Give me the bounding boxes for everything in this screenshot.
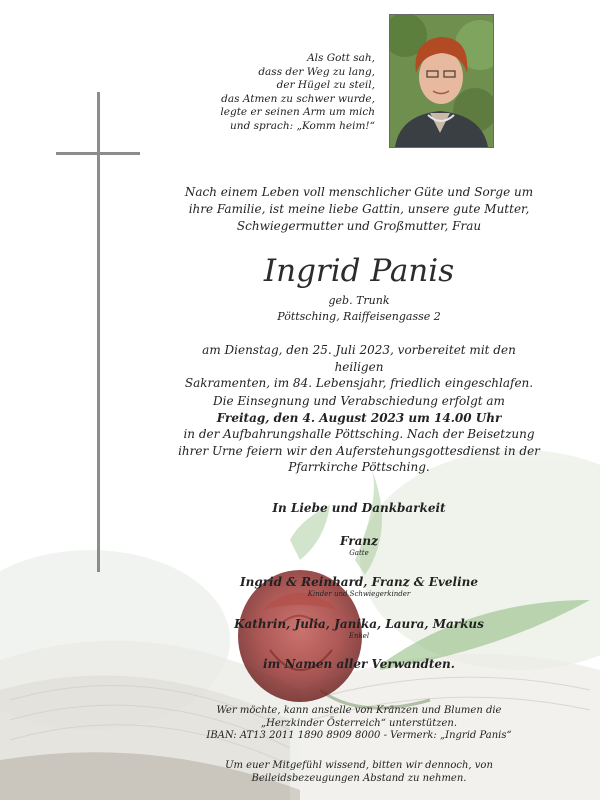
service-line: Pfarrkirche Pöttsching. bbox=[288, 460, 430, 474]
donation-line: „Herzkinder Österreich“ unterstützen. bbox=[260, 717, 458, 729]
portrait-photo bbox=[389, 14, 494, 148]
deceased-details bbox=[176, 293, 542, 324]
condolence-line: Um euer Mitgefühl wissend, bitten wir dennoch, von bbox=[225, 760, 493, 771]
poem-line: und sprach: „Komm heim!“ bbox=[230, 119, 375, 132]
service-line: Die Einsegnung und Verabschiedung erfolgt am bbox=[213, 394, 505, 408]
closing-phrase: In Liebe und Dankbarkeit bbox=[272, 501, 446, 515]
mourner-group bbox=[176, 574, 542, 608]
birth-name: geb. Trunk bbox=[328, 294, 390, 307]
cross-vertical-bar bbox=[97, 92, 100, 572]
death-notice-line: Sakramenten, im 84. Lebensjahr, friedlich eingeschlafen. bbox=[184, 376, 534, 390]
poem-line: dass der Weg zu lang, bbox=[258, 65, 375, 78]
address: Pöttsching, Raiffeisengasse 2 bbox=[277, 309, 441, 323]
deceased-name: Ingrid Panis bbox=[263, 253, 455, 289]
poem-line: das Atmen zu schwer wurde, bbox=[221, 92, 375, 105]
mourner-role: Kinder und Schwiegerkinder bbox=[307, 590, 411, 598]
mourner-names: Kathrin, Julia, Janika, Laura, Markus bbox=[234, 617, 484, 631]
condolence-line: Beileidsbezeugungen Abstand zu nehmen. bbox=[251, 772, 467, 784]
service-line: in der Aufbahrungshalle Pöttsching. Nach der Beisetzung bbox=[183, 427, 535, 441]
memorial-poem bbox=[175, 52, 375, 133]
all-relatives: im Namen aller Verwandten. bbox=[263, 657, 455, 671]
service-date-time: Freitag, den 4. August 2023 um 14.00 Uhr bbox=[216, 410, 502, 425]
service-line: ihrer Urne feiern wir den Auferstehungsgottesdienst in der bbox=[178, 443, 540, 458]
service-info bbox=[176, 393, 542, 476]
cross-horizontal-bar bbox=[56, 152, 140, 155]
donation-iban: IBAN: AT13 2011 1890 8909 8000 - Vermerk: „Ingrid Panis“ bbox=[206, 730, 512, 741]
intro-line: ihre Familie, ist meine liebe Gattin, unsere gute Mutter, bbox=[188, 202, 530, 216]
death-notice-line: am Dienstag, den 25. Juli 2023, vorbereitet mit den heiligen bbox=[202, 343, 516, 374]
poem-line: Als Gott sah, bbox=[307, 52, 375, 64]
condolence-notice bbox=[176, 760, 542, 785]
donation-notice bbox=[176, 705, 542, 743]
poem-line: der Hügel zu steil, bbox=[276, 79, 375, 91]
mourner-group bbox=[176, 533, 542, 567]
mourner-role: Gatte bbox=[349, 549, 369, 557]
mourner-names: Franz bbox=[340, 534, 378, 548]
intro-line: Schwiegermutter und Großmutter, Frau bbox=[236, 219, 482, 233]
mourner-role: Enkel bbox=[348, 632, 370, 640]
mourner-group bbox=[176, 616, 542, 650]
intro-text bbox=[176, 184, 542, 235]
poem-line: legte er seinen Arm um mich bbox=[220, 106, 375, 118]
donation-line: Wer möchte, kann anstelle von Kränzen und Blumen die bbox=[216, 705, 502, 716]
mourner-names: Ingrid & Reinhard, Franz & Eveline bbox=[239, 575, 478, 589]
intro-line: Nach einem Leben voll menschlicher Güte und Sorge um bbox=[184, 185, 534, 199]
death-notice bbox=[176, 342, 542, 392]
